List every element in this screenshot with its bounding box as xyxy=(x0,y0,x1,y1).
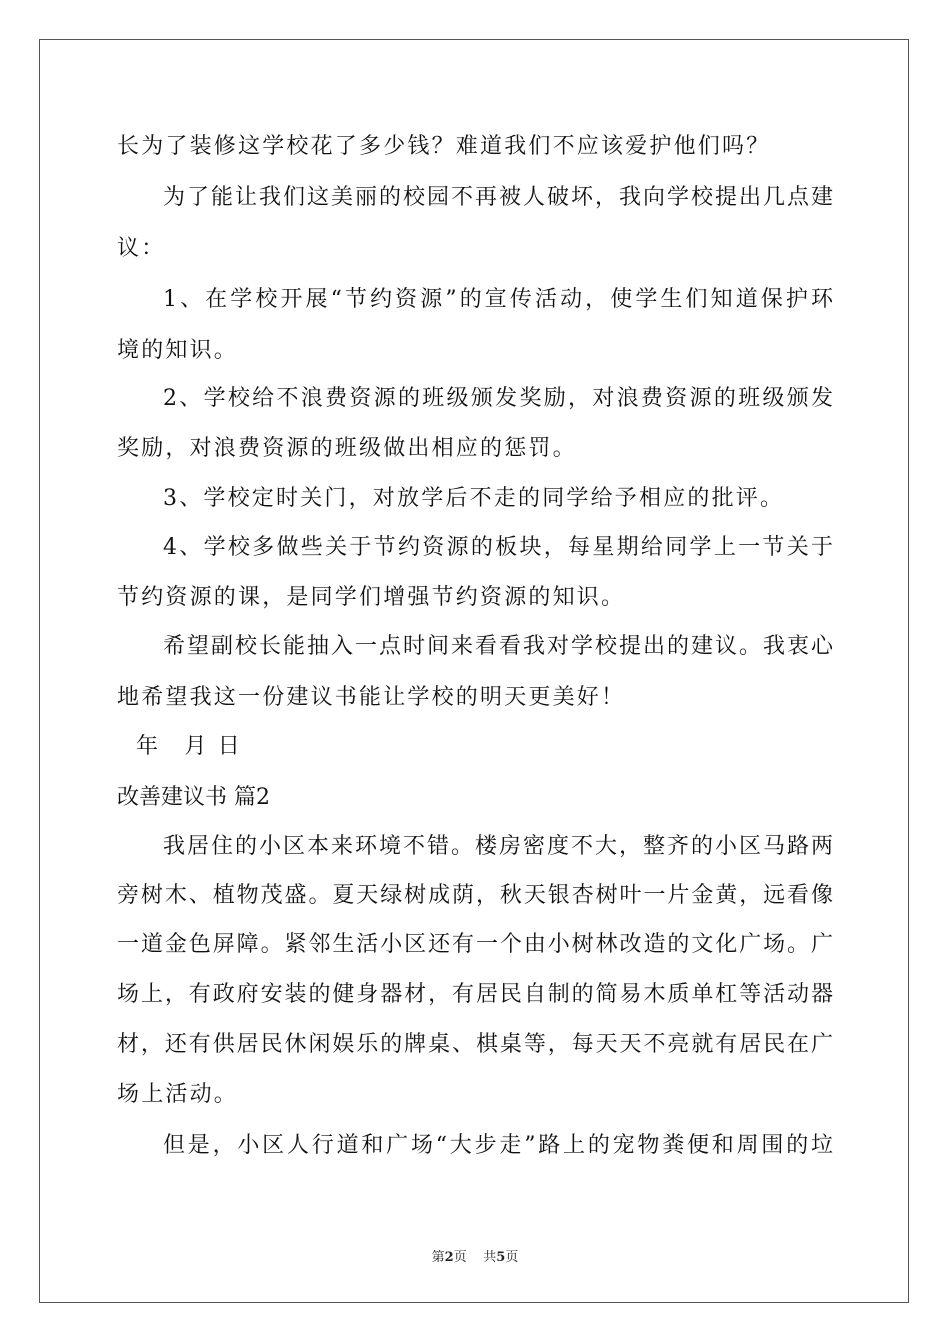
page-number: 2 xyxy=(444,1250,454,1265)
text-line: 旁树木、植物茂盛。夏天绿树成荫，秋天银杏树叶一片金黄，远看像 xyxy=(117,883,833,908)
text-line: 4、学校多做些关于节约资源的板块，每星期给同学上一节关于 xyxy=(163,535,833,560)
text-line: 但是，小区人行道和广场“大步走”路上的宠物粪便和周围的垃 xyxy=(163,1133,833,1158)
total-suffix: 页 xyxy=(505,1250,519,1265)
page-footer xyxy=(0,1250,950,1266)
text-line: 为了能让我们这美丽的校园不再被人破坏，我向学校提出几点建 xyxy=(163,185,833,210)
page-border xyxy=(39,39,909,1303)
text-line: 地希望我这一份建议书能让学校的明天更美好！ xyxy=(117,685,626,710)
page-total: 5 xyxy=(496,1250,506,1265)
section-heading: 改善建议书 篇2 xyxy=(117,785,270,810)
text-line: 场上活动。 xyxy=(117,1082,239,1107)
text-line: 境的知识。 xyxy=(117,338,239,363)
text-line: 一道金色屏障。紧邻生活小区还有一个由小树林改造的文化广场。广 xyxy=(117,932,833,957)
total-prefix: 共 xyxy=(483,1250,497,1265)
text-line: 3、学校定时关门，对放学后不走的同学给予相应的批评。 xyxy=(163,486,785,511)
text-line: 长为了装修这学校花了多少钱？难道我们不应该爱护他们吗？ xyxy=(117,134,771,159)
text-line: 场上，有政府安装的健身器材，有居民自制的简易木质单杠等活动器 xyxy=(117,982,833,1007)
text-line: 议： xyxy=(117,236,166,261)
page-suffix: 页 xyxy=(453,1250,467,1265)
text-line: 奖励，对浪费资源的班级做出相应的惩罚。 xyxy=(117,436,577,461)
page-prefix: 第 xyxy=(431,1250,445,1265)
text-line: 2、学校给不浪费资源的班级颁发奖励，对浪费资源的班级颁发 xyxy=(163,386,833,411)
text-line: 我居住的小区本来环境不错。楼房密度不大，整齐的小区马路两 xyxy=(163,834,833,859)
text-line: 希望副校长能抽入一点时间来看看我对学校提出的建议。我衷心 xyxy=(163,634,833,659)
date-line: 年 月 日 xyxy=(136,734,242,759)
text-line: 节约资源的课，是同学们增强节约资源的知识。 xyxy=(117,585,626,610)
text-line: 材，还有供居民休闲娱乐的牌桌、棋桌等，每天天不亮就有居民在广 xyxy=(117,1032,833,1057)
text-line: 1、在学校开展“节约资源”的宣传活动，使学生们知道保护环 xyxy=(163,287,833,312)
